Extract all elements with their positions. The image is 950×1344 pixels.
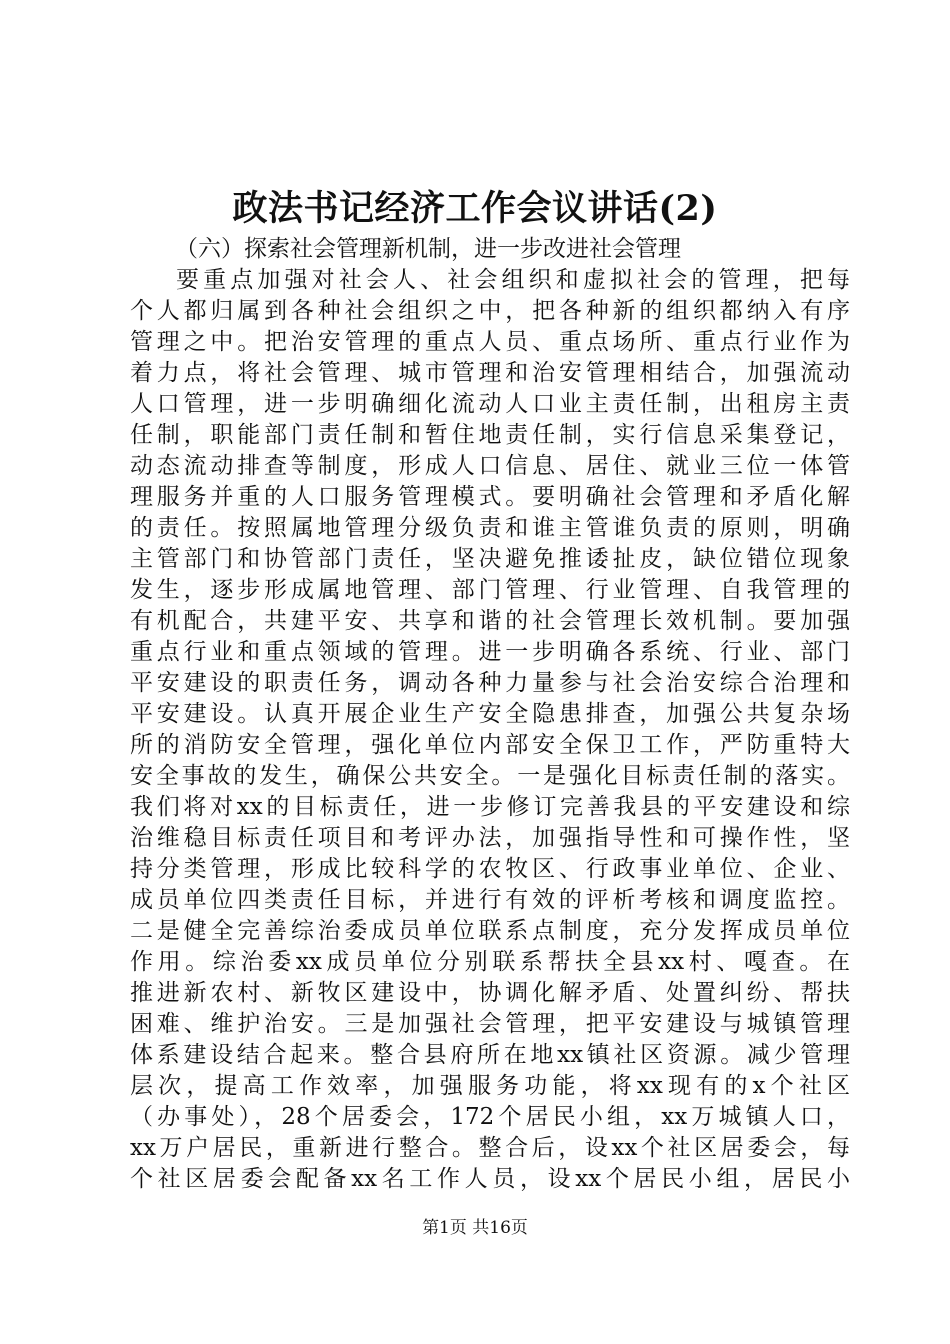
paragraph-line: 动态流动排查等制度，形成人口信息、居住、就业三位一体管 [130,453,850,479]
paragraph-line: 所的消防安全管理，强化单位内部安全保卫工作，严防重特大 [130,732,850,758]
paragraph-line: 着力点，将社会管理、城市管理和治安管理相结合，加强流动 [130,360,850,386]
paragraph-line: xx万户居民，重新进行整合。整合后，设xx个社区居委会，每 [130,1135,850,1161]
paragraph-line: 困难、维护治安。三是加强社会管理，把平安建设与城镇管理 [130,1011,850,1037]
paragraph-line: 作用。综治委xx成员单位分别联系帮扶全县xx村、嘎查。在 [130,949,850,975]
paragraph-line: 有机配合，共建平安、共享和谐的社会管理长效机制。要加强 [130,608,850,634]
paragraph-line: 要重点加强对社会人、社会组织和虚拟社会的管理，把每 [176,267,850,293]
paragraph-line: 重点行业和重点领域的管理。进一步明确各系统、行业、部门 [130,639,850,665]
paragraph-line: 个人都归属到各种社会组织之中，把各种新的组织都纳入有序 [130,298,850,324]
paragraph-line: 二是健全完善综治委成员单位联系点制度，充分发挥成员单位 [130,918,850,944]
paragraph-line: 层次，提高工作效率，加强服务功能，将xx现有的x个社区 [130,1073,850,1099]
paragraph-line: 人口管理，进一步明确细化流动人口业主责任制，出租房主责 [130,391,850,417]
page-number-footer: 第1页 共16页 [422,1218,528,1238]
paragraph-line: 我们将对xx的目标责任，进一步修订完善我县的平安建设和综 [130,794,850,820]
paragraph-line: 主管部门和协管部门责任，坚决避免推诿扯皮，缺位错位现象 [130,546,850,572]
paragraph-line: 发生，逐步形成属地管理、部门管理、行业管理、自我管理的 [130,577,850,603]
paragraph-line: 的责任。按照属地管理分级负责和谁主管谁负责的原则，明确 [130,515,850,541]
paragraph-line: 任制，职能部门责任制和暂住地责任制，实行信息采集登记， [130,422,850,448]
paragraph-line: 治维稳目标责任项目和考评办法，加强指导性和可操作性，坚 [130,825,850,851]
document-title: 政法书记经济工作会议讲话(2) [232,188,718,229]
paragraph-line: 理服务并重的人口服务管理模式。要明确社会管理和矛盾化解 [130,484,850,510]
paragraph-line: 个社区居委会配备xx名工作人员，设xx个居民小组，居民小 [130,1166,850,1192]
paragraph-line: 体系建设结合起来。整合县府所在地xx镇社区资源。减少管理 [130,1042,850,1068]
paragraph-line: 推进新农村、新牧区建设中，协调化解矛盾、处置纠纷、帮扶 [130,980,850,1006]
paragraph-line: 持分类管理，形成比较科学的农牧区、行政事业单位、企业、 [130,856,850,882]
paragraph-line: 管理之中。把治安管理的重点人员、重点场所、重点行业作为 [130,329,850,355]
paragraph-line: （办事处），28个居委会，172个居民小组，xx万城镇人口， [130,1104,850,1130]
paragraph-line: 平安建设的职责任务，调动各种力量参与社会治安综合治理和 [130,670,850,696]
paragraph-line: 成员单位四类责任目标，并进行有效的评析考核和调度监控。 [130,887,850,913]
section-heading: （六）探索社会管理新机制，进一步改进社会管理 [175,236,681,262]
document-body [130,234,850,1195]
paragraph-line: 安全事故的发生，确保公共安全。一是强化目标责任制的落实。 [130,763,850,789]
paragraph-line: 平安建设。认真开展企业生产安全隐患排查，加强公共复杂场 [130,701,850,727]
